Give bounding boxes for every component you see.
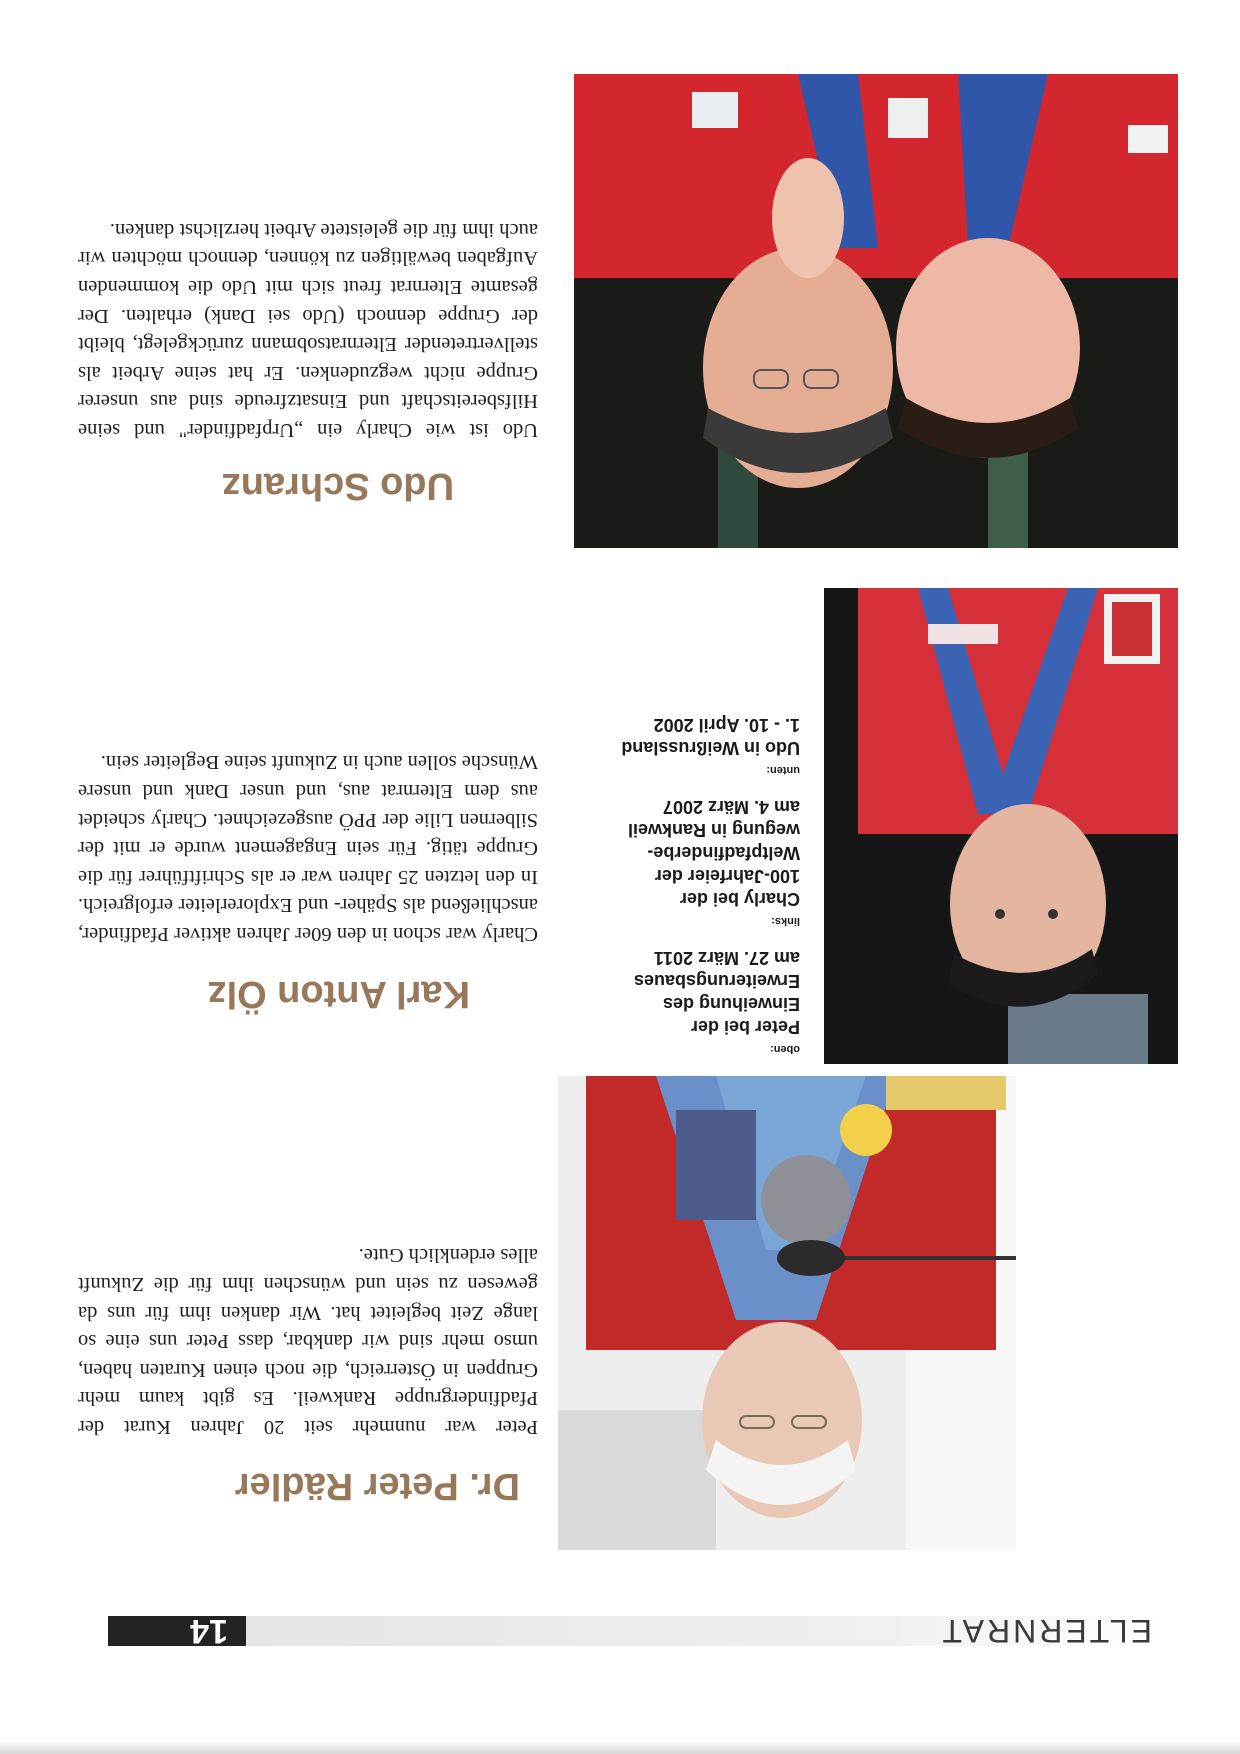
article-heading-udo: Udo Schranz — [221, 465, 454, 507]
caption-tag-bottom: unten: — [766, 764, 800, 776]
caption-text-top: Peter bei der Einweihung des Erweiterungsbaues am 27. März 2011 — [633, 948, 800, 1037]
caption-tag-top: oben: — [770, 1043, 800, 1055]
photo-captions — [620, 695, 800, 1056]
section-title: ELTERNRAT — [939, 1613, 1152, 1649]
photo-udo — [574, 74, 1178, 548]
article-body-peter: Peter war nunmehr seit 20 Jahren Kurat der Pfadfindergruppe Rankweil. Es gibt kaum mehr Gruppen in Österreich, die noch einen Kuraten haben, umso mehr sind wir dankbar, dass Peter uns eine so lange Zeit begleitet hat. Wir danken ihm für uns da gewesen zu sein und wünschen ihm für die Zukunft alles erdenklich Gute. — [78, 1244, 538, 1438]
photo-peter — [558, 1076, 1016, 1550]
page-number: 14 — [190, 1612, 228, 1650]
photo-charly — [824, 588, 1178, 1064]
photo-peter-image — [558, 1076, 1016, 1550]
article-body-udo: Udo ist wie Charly ein „Urpfadfinder" und seine Hilfsbereitschaft und Einsatzfreude sind aus unserer Gruppe nicht wegzudenken. Er hat seine Arbeit als stellvertretender Elternratsobmann zurückgelegt, bleibt der Gruppe dennoch (Udo sei Dank) erhalten. Der gesamte Elternrat freut sich mit Udo die kommenden Aufgaben bewältigen zu können, dennoch möchten wir auch ihm für die geleistete Arbeit herzlichst danken. — [78, 218, 538, 441]
photo-charly-image — [824, 588, 1178, 1064]
article-heading-peter: Dr. Peter Rädler — [234, 1465, 520, 1507]
page-number-box — [108, 1612, 246, 1650]
caption-tag-left: links: — [771, 915, 800, 927]
article-heading-charly: Karl Anton Ölz — [207, 973, 470, 1015]
article-body-charly: Charly war schon in den 60er Jahren aktiver Pfadfinder, anschließend als Späher- und Explorerleiter erfolgreich. In den letzten 25 Jahren war er als Schriftführer für die Gruppe tätig. Für sein Engagement wurde er mit der Silbernen Lilie der PPÖ ausgezeichnet. Charly scheidet aus dem Elternrat aus, und unser Dank und unsere Wünsche sollen auch in Zukunft seine Begleiter sein. — [78, 751, 538, 945]
caption-text-bottom: Udo in Weißrussland 1. - 10. April 2002 — [621, 715, 800, 758]
caption-text-left: Charly bei der 100-Jahrfeier der Weltpfadfinderbe- wegung in Rankweil am 4. März 2007 — [627, 797, 800, 909]
photo-udo-image — [574, 74, 1178, 548]
scan-edge-shadow — [0, 1740, 1240, 1754]
